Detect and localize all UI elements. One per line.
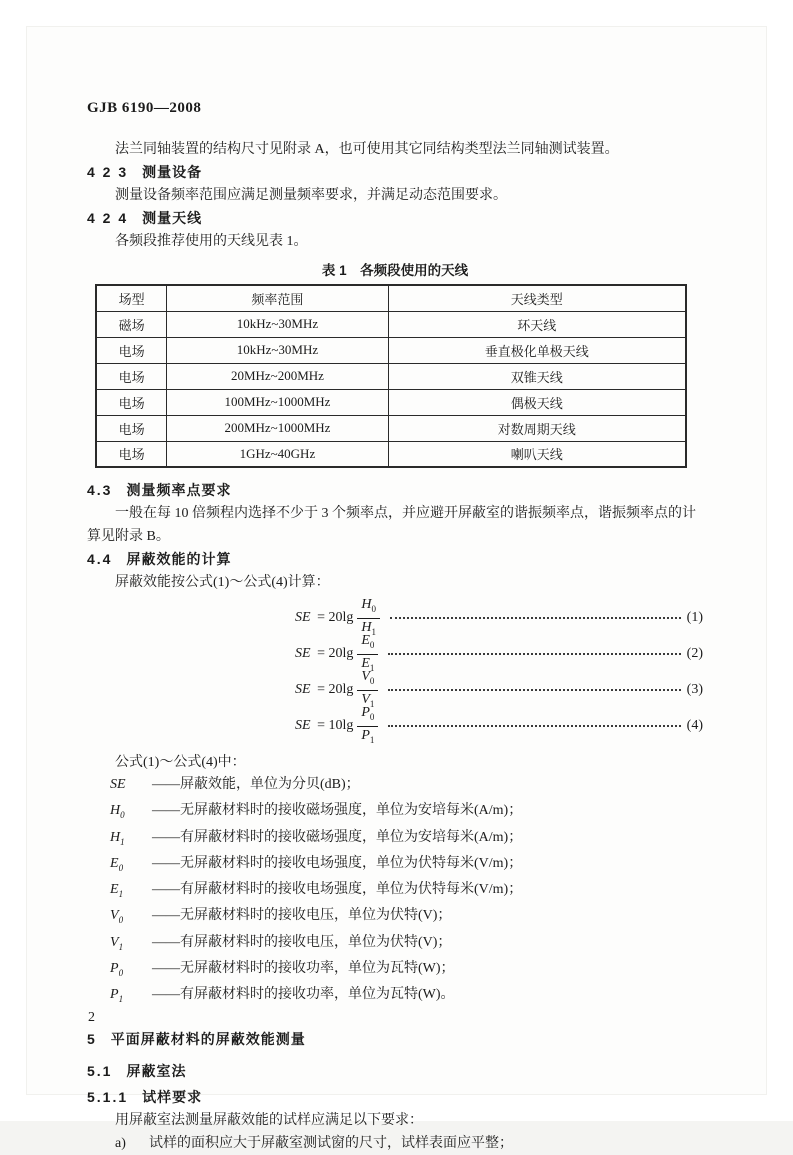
symbol-subscript: 1 (120, 836, 125, 847)
symbol: H (110, 803, 121, 819)
table-row (96, 337, 686, 363)
cell-antenna: 双锥天线 (388, 363, 686, 389)
numerator-subscript: 0 (369, 639, 375, 650)
symbol-subscript: 1 (118, 888, 124, 899)
equation-number: (1) (686, 610, 703, 625)
column-header-frequency-range: 频率范围 (167, 285, 388, 311)
heading-4-2-4 (87, 207, 703, 230)
table-row (96, 389, 686, 415)
cell-field: 电场 (96, 363, 167, 389)
numerator: H (361, 596, 372, 612)
definition-H0 (87, 800, 703, 826)
formula-operator: = 20lg (313, 610, 354, 625)
definition-text: ——无屏蔽材料时的接收功率，单位为瓦特(W)； (152, 961, 455, 977)
denominator: H (361, 619, 372, 635)
numerator-subscript: 0 (369, 711, 375, 722)
doc-number: GJB 6190—2008 (87, 100, 202, 116)
cell-frequency: 200MHz~1000MHz (167, 415, 388, 441)
cell-antenna: 喇叭天线 (388, 441, 686, 467)
denominator: E (361, 655, 370, 671)
formula-4 (87, 704, 703, 745)
cell-frequency: 10kHz~30MHz (167, 337, 388, 363)
section-title: 测量天线 (142, 210, 203, 226)
table-row (96, 441, 686, 467)
equation-number: (4) (686, 718, 703, 733)
definition-P0 (87, 958, 703, 984)
formula-variable: SE (295, 610, 311, 625)
definitions-intro: 公式(1)～公式(4)中： (115, 755, 246, 770)
heading-5 (87, 1028, 703, 1051)
heading-5-1 (87, 1060, 703, 1083)
dotted-leader (388, 653, 680, 655)
paragraph-flange-coax: 法兰同轴装置的结构尺寸见附录 A，也可使用其它同结构类型法兰同轴测试装置。 (115, 142, 619, 157)
definition-text: ——无屏蔽材料时的接收磁场强度，单位为安培每米(A/m)； (152, 803, 523, 819)
cell-field: 电场 (96, 337, 167, 363)
symbol: P (110, 987, 119, 1003)
definition-text: ——无屏蔽材料时的接收电场强度，单位为伏特每米(V/m)； (152, 855, 523, 871)
symbol-subscript: 1 (118, 941, 124, 952)
equation-number: (3) (686, 682, 703, 697)
cell-frequency: 20MHz~200MHz (167, 363, 388, 389)
paragraph-4-4: 屏蔽效能按公式(1)～公式(4)计算： (115, 575, 330, 590)
cell-antenna: 对数周期天线 (388, 415, 686, 441)
symbol: E (110, 855, 119, 871)
definition-text: ——有屏蔽材料时的接收磁场强度，单位为安培每米(A/m)； (152, 829, 523, 845)
symbol: P (110, 961, 119, 977)
formula-variable: SE (295, 646, 311, 661)
section-number: 4.3 (87, 482, 113, 498)
definition-text: ——有屏蔽材料时的接收功率，单位为瓦特(W)。 (152, 987, 455, 1003)
definition-text: ——有屏蔽材料时的接收电场强度，单位为伏特每米(V/m)； (152, 882, 523, 898)
definition-text: ——有屏蔽材料时的接收电压，单位为伏特(V)； (152, 934, 452, 950)
section-title: 测量设备 (142, 164, 203, 180)
formula-variable: SE (295, 718, 311, 733)
table-row (96, 363, 686, 389)
formula-2 (87, 632, 703, 673)
cell-field: 电场 (96, 415, 167, 441)
list-item-label: a) (115, 1135, 126, 1151)
denominator-subscript: 1 (369, 698, 375, 709)
symbol-subscript: 0 (118, 967, 124, 978)
symbol-subscript: 0 (118, 915, 124, 926)
section-title: 平面屏蔽材料的屏蔽效能测量 (110, 1030, 306, 1047)
heading-4-2-3 (87, 161, 703, 184)
heading-4-3 (87, 479, 703, 502)
section-title: 屏蔽室法 (126, 1062, 187, 1079)
section-number: 4 2 4 (87, 210, 129, 226)
table-header-row (96, 285, 686, 311)
dotted-leader (388, 725, 680, 727)
formula-1 (87, 596, 703, 637)
denominator-subscript: 1 (369, 734, 375, 745)
definition-text: ——屏蔽效能，单位为分贝(dB)； (152, 777, 360, 792)
symbol: V (110, 934, 119, 950)
definition-E0 (87, 853, 703, 879)
cell-frequency: 10kHz~30MHz (167, 311, 388, 337)
definition-E1 (87, 879, 703, 905)
section-number: 4 2 3 (87, 164, 129, 180)
formula-variable: SE (295, 682, 311, 697)
cell-antenna: 垂直极化单极天线 (388, 337, 686, 363)
formula-block (87, 596, 703, 745)
section-title: 试样要求 (142, 1088, 203, 1105)
numerator-subscript: 0 (369, 675, 375, 686)
cell-field: 磁场 (96, 311, 167, 337)
equation-number: (2) (686, 646, 703, 661)
formula-3 (87, 668, 703, 709)
paragraph-5-1-1: 用屏蔽室法测量屏蔽效能的试样应满足以下要求： (115, 1112, 423, 1128)
symbol: SE (110, 777, 126, 792)
section-number: 4.4 (87, 551, 113, 567)
denominator: P (361, 727, 370, 743)
heading-4-4 (87, 548, 703, 571)
formula-operator: = 10lg (313, 718, 354, 733)
cell-frequency: 1GHz~40GHz (167, 441, 388, 467)
section-title: 屏蔽效能的计算 (126, 551, 232, 567)
numerator: P (361, 704, 370, 720)
denominator: V (361, 691, 370, 707)
section-number: 5.1 (87, 1062, 113, 1079)
dotted-leader (390, 617, 681, 619)
section-number: 5 (87, 1030, 97, 1047)
cell-antenna: 环天线 (388, 311, 686, 337)
page-content (87, 100, 703, 1155)
formula-operator: = 20lg (313, 682, 354, 697)
definition-text: ——无屏蔽材料时的接收电压，单位为伏特(V)； (152, 908, 452, 924)
formula-fraction (357, 705, 378, 748)
cell-field: 电场 (96, 389, 167, 415)
table-row (96, 311, 686, 337)
paragraph-4-2-4: 各频段推荐使用的天线见表 1。 (115, 234, 308, 249)
numerator-subscript: 0 (371, 603, 376, 614)
table-row (96, 415, 686, 441)
symbol: H (110, 829, 121, 845)
denominator-subscript: 1 (369, 662, 375, 673)
column-header-field-type: 场型 (96, 285, 167, 311)
numerator: E (361, 632, 370, 648)
definition-V1 (87, 932, 703, 958)
list-item-a (87, 1132, 703, 1155)
cell-frequency: 100MHz~1000MHz (167, 389, 388, 415)
symbol-subscript: 1 (118, 994, 124, 1005)
definition-P1 (87, 984, 703, 1010)
symbol-subscript: 0 (118, 862, 124, 873)
cell-field: 电场 (96, 441, 167, 467)
definition-H1 (87, 827, 703, 853)
cell-antenna: 偶极天线 (388, 389, 686, 415)
column-header-antenna-type: 天线类型 (388, 285, 686, 311)
definition-SE (87, 774, 703, 800)
symbol: V (110, 908, 119, 924)
definition-V0 (87, 905, 703, 931)
section-title: 测量频率点要求 (126, 482, 232, 498)
numerator: V (361, 668, 370, 684)
antenna-table (95, 284, 687, 468)
paragraph-4-2-3: 测量设备频率范围应满足测量频率要求，并满足动态范围要求。 (115, 188, 507, 203)
table-caption: 表 1 各频段使用的天线 (321, 263, 469, 278)
symbol-subscript: 0 (120, 810, 125, 821)
paragraph-4-3: 一般在每 10 倍频程内选择不少于 3 个频率点，并应避开屏蔽室的谐振频率点，谐振频率点的计算见附录 B。 (87, 506, 696, 544)
dotted-leader (388, 689, 680, 691)
denominator-subscript: 1 (371, 626, 376, 637)
formula-operator: = 20lg (313, 646, 354, 661)
heading-5-1-1 (87, 1086, 703, 1109)
page-number: 2 (88, 1010, 95, 1025)
section-number: 5.1.1 (87, 1088, 129, 1105)
symbol: E (110, 882, 119, 898)
list-item-text: 试样的面积应大于屏蔽室测试窗的尺寸，试样表面应平整； (149, 1135, 513, 1151)
